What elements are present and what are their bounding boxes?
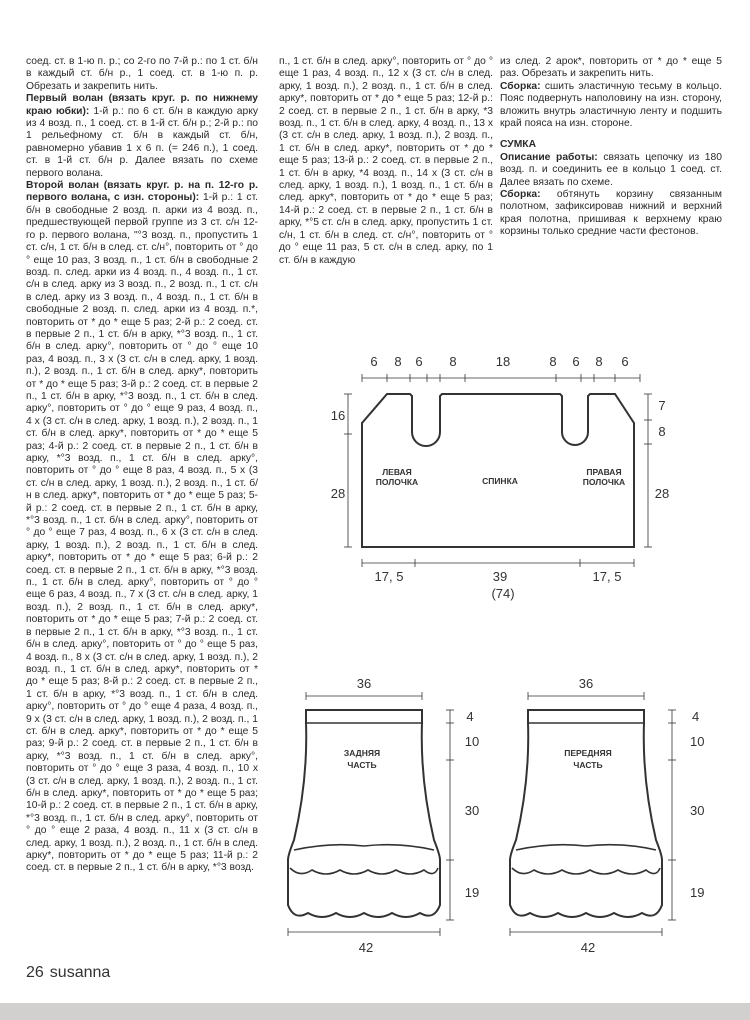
dimension-label: 19 [690,885,705,900]
dimension-label: 42 [580,940,596,955]
page-number: 26 [26,964,44,981]
dimension-label: 4 [692,709,700,724]
total-width-label: (74) [491,586,515,601]
section-heading: Второй волан (вязать круг. р. на п. 12-го р. первого волана, с изн. стороны): [26,180,258,204]
paragraph: соед. ст. в 1-ю п. р.; со 2-го по 7-й р.: по 1 ст. б/н в каждый ст. б/н р., 1 соед. ст. в 1-ю п. р. Обрезать и закрепить нить. [26,56,258,92]
back-part-label: ЗАДНЯЯ [343,748,381,758]
bag-section-title: СУМКА [500,139,537,151]
dimension-label: 39 [492,569,508,584]
dimension-label: 16 [330,408,346,423]
bottom-bar [0,1003,750,1020]
dimension-label: 8 [595,354,603,369]
skirt-back-diagram [288,692,454,936]
dimension-label: 8 [658,424,666,439]
dimension-label: 18 [495,354,511,369]
paragraph: Описание работы: связать цепочку из 180 возд. п. и соединить ее в кольцо 1 соед. ст. Далее вязать по схеме. [500,151,722,188]
left-front-label: ПОЛОЧКА [375,477,419,487]
dimension-label: 30 [464,803,480,818]
dimension-label: 10 [464,734,480,749]
page-footer [26,964,110,982]
top-piece-part-names [376,467,625,487]
dimension-label: 19 [464,885,480,900]
dimension-label: 28 [330,486,346,501]
paragraph: п., 1 ст. б/н в след. арку°, повторить от ° до ° еще 1 раз, 4 возд. п., 12 x (3 ст. с/н в след. арку, 1 возд. п.), 2 возд. п., 1 ст. б/н в след. арку*, повторить от * до * еще 5 раз; 12-й р.: 2 соед. ст. в первые 2 п., 1 ст. б/н в арку, *3 возд. п., 1 ст. б/н в след. арку, 4 возд. п., 13 x (3 ст. с/н в след. арку, 1 возд. п.), 2 возд. п., 1 ст. б/н в след. арку*, повторить от * до * еще 5 раз; 13-й р.: 2 соед. ст. в первые 2 п., 1 ст. б/н в арку, *4 возд. п., 14 x (3 ст. с/н в след. арку, 1 возд. п.), 1 возд. п., 1 ст. б/н в след. арку*, повторить от * до * еще 5 раз; 14-й р.: 2 соед. ст. в первые 2 п., 1 ст. б/н в арку, *°5 ст. с/н в след. арку, пропустить 1 ст. с/н, 1 ст. б/н в след. ст. с/н°, повторить от ° до ° еще 11 раз, 5 ст. с/н в след. арку, по 1 ст. б/н в каждую [279,56,493,266]
skirt-front-diagram [510,692,676,936]
back-part-label: ЧАСТЬ [347,760,377,770]
paragraph: Второй волан (вязать круг. р. на п. 12-го р. первого волана, с изн. стороны): 1-й р.: 1 ст. б/н в свободные 2 возд. п. арки из 4 возд. п., предшествующей первой группе из 3 ст. с/н 12-го р. первого волана, "°3 возд. п., пропустить 1 ст. с/н, 1 ст. б/н в след. ст. с/н°, повторить от ° до ° еще 10 раз, 3 возд. п., 1 ст. б/н в свободные 2 возд. п. след. арки из 4 возд. п., 4 возд. п., 1 ст. с/н в след. арку из 3 возд. п., 2 возд. п., 1 ст. с/н в след. арку из 3 возд. п., 4 возд. п., 1 ст. б/н в свободные 2 возд. п. след. арки из 4 возд. п.*, повторить от * до * еще 5 раз; 2-й р.: 2 соед. ст. в первые 2 п., 1 ст. б/н в арку, *°3 возд. п., 1 ст. б/н в след. арку°, повторить от ° до ° еще 10 раз, 4 возд. п., 3 x (3 ст. с/н в след. арку, 1 возд. п.), 2 возд. п., 1 ст. б/н в след. арку*, повторить от * до * еще 5 раз; 3-й р.: 2 соед. ст. в первые 2 п., 1 ст. б/н в арку, *°3 возд. п., 1 ст. б/н в след. арку°, повторить от ° до ° еще 9 раз, 4 возд. п., 4 x (3 ст. с/н в след. арку, 1 возд. п.), 2 возд. п., 1 ст. б/н в след. арку*, повторить от * до * еще 5 раз; 4-й р.: 2 соед. ст. в первые 2 п., 1 ст. б/н в арку, *°3 возд. п., 1 ст. б/н в след. арку°, повторить от ° до ° еще 8 раз, 4 возд. п., 5 x (3 ст. с/н в след. арку, 1 возд. п.), 2 возд. п., 1 ст. б/н в след. арку*, повторить от * до * еще 5 раз; 5-й р.: 2 соед. ст. в первые 2 п., 1 ст. б/н в арку, *°3 возд. п., 1 ст. б/н в след. арку°, повторить от ° до ° еще 7 раз, 4 возд. п., 6 x (3 ст. с/н в след. арку, 1 возд. п.), 2 возд. п., 1 ст. б/н в след. арку*, повторить от * до * еще 5 раз; 6-й р.: 2 соед. ст. в первые 2 п., 1 ст. б/н в арку, *°3 возд. п., 1 ст. б/н в след. арку°, повторить от ° до ° еще 6 раз, 4 возд. п., 7 x (3 ст. с/н в след. арку, 1 возд. п.), 2 возд. п., 1 ст. б/н в след. арку*, повторить от * до * еще 5 раз; 7-й р.: 2 соед. ст. в первые 2 п., 1 ст. б/н в арку, *°3 возд. п., 1 ст. б/н в след. арку°, повторить от ° до ° еще 5 раз, 4 возд. п., 8 x (3 ст. с/н в след. арку, 1 возд. п.), 2 возд. п., 1 ст. б/н в след. арку*, повторить от * до * еще 5 раз; 8-й р.: 2 соед. ст. в первые 2 п., 1 ст. б/н в арку, *°3 возд. п., 1 ст. б/н в след. арку°, повторить от ° до ° еще 4 раза, 4 возд. п., 9 x (3 ст. с/н в след. арку, 1 возд. п.), 2 возд. п., 1 ст. б/н в след. арку*, повторить от * до * еще 5 раз; 9-й р.: 2 соед. ст. в первые 2 п., 1 ст. б/н в арку, *°3 возд. п., 1 ст. б/н в след. арку°, повторить от ° до ° еще 3 раза, 4 возд. п., 10 x (3 ст. с/н в след. арку, 1 возд. п.), 2 возд. п., 1 ст. б/н в след. арку*, повторить от * до * еще 5 раз; 10-й р.: 2 соед. ст. в первые 2 п., 1 ст. б/н в арку, *°3 возд. п., 1 ст. б/н в след. арку°, повторить от ° до ° еще 2 раза, 4 возд. п., 11 x (3 ст. с/н в след. арку, 1 возд. п.), 2 возд. п., 1 ст. б/н в след. арку*, повторить от * до * еще 5 раз; 11-й р.: 2 соед. ст. в первые 2 п., 1 ст. б/н в арку, *°3 возд. [26,180,258,874]
dimension-label: 28 [654,486,670,501]
dimension-label: 42 [358,940,374,955]
back-label: СПИНКА [482,476,518,486]
dimension-label: 8 [394,354,402,369]
paragraph: Первый волан (вязать круг. р. по нижнему краю юбки): 1-й р.: по 6 ст. б/н в каждую арку из 4 возд. п., 1 соед. ст. в 1-й ст. б/н р.; 2-й р.: по 1 рельефному ст. б/н в каждый ст. б/н, равномерно убавив 1 x 6 п. (= 246 п.), 1 соед. ст. в 1-й ст. б/н р. Далее вязать по схеме первого волана. [26,93,258,179]
dimension-label: 4 [466,709,474,724]
dimension-label: 7 [658,398,666,413]
dimension-label: 6 [572,354,580,369]
dimension-label: 17, 5 [592,569,622,584]
dimension-label: 8 [549,354,557,369]
dimension-label: 36 [356,676,372,691]
dimension-label: 10 [690,734,705,749]
magazine-name: susanna [49,964,111,981]
dimension-label: 30 [690,803,705,818]
dimension-label: 8 [449,354,457,369]
front-part-label: ЧАСТЬ [573,760,603,770]
dimension-label: 6 [621,354,629,369]
section-heading: Первый волан (вязать круг. р. по нижнему краю юбки): [26,93,258,117]
front-part-label: ПЕРЕДНЯЯ [564,748,612,758]
left-front-label: ЛЕВАЯ [382,467,412,477]
paragraph: Сборка: обтянуть корзину связанным полотном, зафиксировав нижний и верхний края полотна, пришивая к верхнему краю корзины только средние части фестонов. [500,189,722,238]
assembly-label: Сборка: [500,189,541,201]
right-front-label: ПОЛОЧКА [582,477,626,487]
paragraph: Сборка: сшить эластичную тесьму в кольцо. Пояс подвернуть наполовину на изн. сторону, вложить внутрь эластичную ленту и подшить край пояса на изн. стороне. [500,80,722,130]
dimension-label: 6 [370,354,378,369]
dimension-label: 36 [578,676,594,691]
dimension-label: 6 [415,354,423,369]
assembly-label: Сборка: [500,80,541,92]
dimension-label: 17, 5 [374,569,404,584]
description-label: Описание работы: [500,151,598,163]
right-front-label: ПРАВАЯ [586,467,622,477]
paragraph: из след. 2 арок*, повторить от * до * еще 5 раз. Обрезать и закрепить нить. [500,56,722,80]
